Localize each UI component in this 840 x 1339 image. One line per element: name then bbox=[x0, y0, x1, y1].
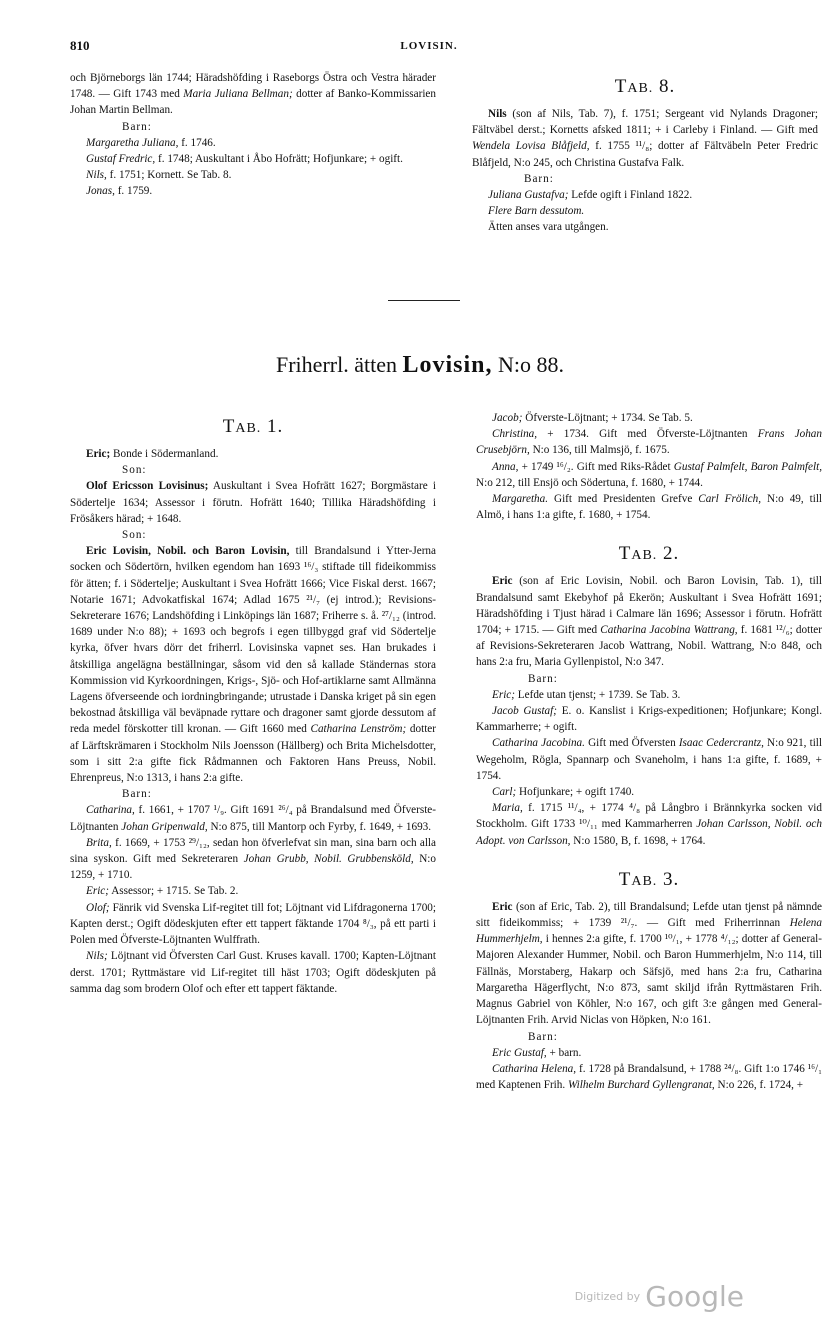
paragraph: Eric; Bonde i Södermanland. bbox=[86, 448, 219, 460]
tab8-section bbox=[472, 72, 818, 236]
child-entry: Juliana Gustafva; Lefde ogift i Finland 1822. bbox=[488, 189, 693, 202]
page-header bbox=[70, 38, 788, 58]
child-entry: Nils; Löjtnant vid Öfversten Carl Gust. Kruses kavall. 1700; Kapten-Löjtnant derst. 1701; Ryttmästare vid Lif-regitet till häst 1703; Ogift dödeskjuten på samma dag som brodern Olof och efter ett tappert fäktande. bbox=[70, 950, 436, 995]
child-entry: Catharina Helena, f. 1728 på Brandalsund, + 1788 ²⁴/₈. Gift 1:o 1746 ¹⁶/₁ med Kaptenen Frih. Wilhelm Burchard Gyllengranat, N:o 226, f. 1724, + bbox=[476, 1062, 822, 1092]
tab2-heading: TAB. 2. bbox=[618, 543, 680, 565]
child-entry: Jonas, f. 1759. bbox=[86, 185, 153, 198]
paragraph: Olof Ericsson Lovisinus; Auskultant i Svea Hofrätt 1627; Borgmästare i Södertelje 1634; Assessor i förutn. Hofrätt 1640; Tillika Häradshöfding i Frösåkers härad; + 1648. bbox=[70, 480, 436, 525]
tab1-section bbox=[70, 412, 436, 997]
tab1-heading: TAB. 1. bbox=[222, 416, 284, 437]
paragraph: Eric Lovisin, Nobil. och Baron Lovisin, till Brandalsund i Ytter-Jerna socken och Södertörn, hvilken egendom han 1693 ¹⁶/₃ stiftade till fideikommiss för ätten; f. i Södertelje; Auskultant i Svea Hofrätt 1666; Vice Fiskal derst. 1667; Notarie 1671; Advokatfiskal 1674; Adlad 1675 ²¹/₇ (ej introd.); Revisions-Sekreterare 1676; Landshöfding i Linköpings län 1687; Friherre s. å. ²⁷/₁₂ (introd. 1689 under N:o 88); + 1693 och begrofs i egen tillbyggd graf vid Södertelje kyrka, öfver hvars dörr det friherrl. Lovisinska vapnet ses. Han brukades i åtskilliga angelägna beställningar, såsom vid den så kallade Ständernas stora Kommission vid Kyrkoordningen, Krigs-, Sjö- och Hof-artiklarne samt Allmänna Lagens öfverseende och iordningbringande; utrustade i Danska kriget på sin egen bekostnad åtskilliga väl beväpnade ryttare och dragoner samt gjorde dessutom af reda medel förskotter till kronan. — Gift 1660 med Catharina Lenström; dotter af Lärftskrämaren i Stockholm Nils Joensson (Hällberg) och Brita Michelsdotter, som i sitt 2:a gifte fick Rådmannen och Faktoren Hans Preuss, Nobil. Ehrenpreus, N:o 1313, i hans 2:a gifte. bbox=[70, 545, 437, 785]
child-entry: Brita, f. 1669, + 1753 ²⁹/₁₂, sedan hon öfverlefvat sin man, sina barn och alla sina syskon. Gift med Sekreteraren Johan Grubb, Nobil. Grubbensköld, N:o 1259, + 1710. bbox=[70, 836, 437, 882]
son-label: Son: bbox=[122, 529, 147, 542]
child-entry: Maria, f. 1715 ¹¹/₄, + 1774 ⁴/₈ på Långbro i Brännkyrka socken vid Stockholm. Gift 1733 ¹⁰/₁₁ med Kammarherren Johan Carlsson, Nobil. och Adopt. von Carlsson, N:o 1580, B, f. 1698, + 1764. bbox=[476, 802, 822, 847]
barn-label: Barn: bbox=[528, 1030, 558, 1043]
child-entry: Eric Gustaf, + barn. bbox=[492, 1046, 582, 1059]
child-entry: Margaretha. Gift med Presidenten Grefve Carl Frölich, N:o 49, till Almö, i hans 1:a gifte, f. 1680, + 1754. bbox=[476, 493, 823, 522]
tab8-heading: TAB. 8. bbox=[614, 76, 676, 97]
son-label: Son: bbox=[122, 464, 147, 477]
left-top-column bbox=[70, 70, 436, 200]
barn-label: Barn: bbox=[122, 120, 152, 133]
barn-label: Barn: bbox=[122, 788, 152, 801]
tab3-heading: TAB. 3. bbox=[618, 868, 680, 890]
paragraph: Eric (son af Eric Lovisin, Nobil. och Baron Lovisin, Tab. 1), till Brandalsund samt Ekebyhof på Ekerön; Auskultant i Svea Hofrätt 1691; Häradshöfding i Tjust härad i Calmare län 1696; Assessor i förutn. Hofrätt 1704; + 1715. — Gift med Catharina Jacobina Wattrang, f. 1681 ¹²/₆; dotter af Revisions-Sekreteraren Jacob Wattrang, Nobil. Wattrang, N:o 848, och hans 2:a fru, Maria Gyllenpistol, N:o 347. bbox=[476, 575, 822, 669]
paragraph: Nils (son af Nils, Tab. 7), f. 1751; Sergeant vid Nylands Dragoner; Fältväbel derst.; Kornetts afsked 1811; + i Carleby i Finland. — Gift med Wendela Lovisa Blåfjeld, f. 1755 ¹¹/₈; dotter af Fältväbeln Peter Fredric Blåfjeld, N:o 245, och Christina Gustafva Falk. bbox=[472, 108, 819, 169]
child-entry: Catharina, f. 1661, + 1707 ¹/₉. Gift 1691 ²⁶/₄ på Brandalsund med Öfverste-Löjtnanten Johan Gripenwald, N:o 875, till Mantorp och Fyrby, f. 1649, + 1693. bbox=[70, 804, 437, 833]
digitized-watermark bbox=[575, 1280, 744, 1313]
paragraph: Eric (son af Eric, Tab. 2), till Brandalsund; Lefde utan tjenst på nämnde sitt fideikommiss; + 1739 ²¹/₇. — Gift med Friherrinnan Helena Hummerhjelm, i hennes 2:a gifte, f. 1700 ¹⁰/₁, + 1778 ⁴/₁₂; dotter af General-Majoren Alexander Hummer, Nobil. och Baron Hummerhjelm, N:o 114, till Fällnäs, Morstaberg, Hakarp och Säfsjö, med hans 2:a fru, Catharina Margaretha Hägerflycht, N:o 873, samt skiljd ifrån Ryttmästaren Frih. Magnus Gabriel von Köhler, N:o 167, och gift 3:e gången med General-Löjtnanten Frih. Arvid Niclas von Höpken, N:o 161. bbox=[476, 900, 823, 1027]
child-entry: Anna, + 1749 ¹⁶/₂. Gift med Riks-Rådet Gustaf Palmfelt, Baron Palmfelt, N:o 212, till Ensjö och Södertuna, f. 1680, + 1744. bbox=[476, 460, 822, 489]
child-entry: Carl; Hofjunkare; + ogift 1740. bbox=[492, 786, 635, 799]
child-entry: Eric; Lefde utan tjenst; + 1739. Se Tab. 3. bbox=[492, 688, 681, 701]
paragraph: och Björneborgs län 1744; Häradshöfding i Raseborgs Östra och Vestra härader 1748. — Gift 1743 med Maria Juliana Bellman; dotter af Banko-Kommissarien Johan Martin Bellman. bbox=[70, 72, 436, 117]
child-entry: Margaretha Juliana, f. 1746. bbox=[86, 136, 216, 149]
note: Flere Barn dessutom. bbox=[488, 205, 585, 218]
child-entry: Eric; Assessor; + 1715. Se Tab. 2. bbox=[86, 885, 239, 898]
watermark-prefix: Digitized by bbox=[574, 1290, 641, 1303]
running-head: LOVISIN. bbox=[400, 40, 458, 52]
barn-label: Barn: bbox=[524, 172, 554, 185]
family-heading: Friherrl. ätten Lovisin, N:o 88. bbox=[276, 352, 564, 378]
child-entry: Gustaf Fredric, f. 1748; Auskultant i Åbo Hofrätt; Hofjunkare; + ogift. bbox=[86, 153, 403, 166]
child-entry: Catharina Jacobina. Gift med Öfversten Isaac Cedercrantz, N:o 921, till Wegeholm, Rögla, Spannarp och Svaneholm, i hans 1:a gifte, f. 1689, + 1754. bbox=[476, 737, 823, 782]
right-lower-column bbox=[476, 410, 822, 1093]
barn-label: Barn: bbox=[528, 672, 558, 685]
child-entry: Jacob; Öfverste-Löjtnant; + 1734. Se Tab. 5. bbox=[492, 412, 693, 424]
page-number: 810 bbox=[70, 38, 90, 53]
google-logo: Google bbox=[645, 1280, 744, 1313]
child-entry: Jacob Gustaf; E. o. Kanslist i Krigs-expeditionen; Hofjunkare; Kongl. Kammarherre; + ogift. bbox=[476, 705, 822, 734]
child-entry: Nils, f. 1751; Kornett. Se Tab. 8. bbox=[86, 169, 232, 182]
child-entry: Christina, + 1734. Gift med Öfverste-Löjtnanten Frans Johan Crusebjörn, N:o 136, till Malmsjö, f. 1675. bbox=[476, 428, 822, 457]
section-divider bbox=[388, 300, 460, 301]
closing-note: Ätten anses vara utgången. bbox=[488, 221, 609, 234]
child-entry: Olof; Fänrik vid Svenska Lif-regitet till fot; Löjtnant vid Lifdragonerna 1700; Kapten derst.; Ogift dödeskjuten efter ett tappert fäktande 1704 ⁸/₃, på ett parti i Polen med Öfverste-Löjtnanten Wulffrath. bbox=[70, 901, 436, 947]
